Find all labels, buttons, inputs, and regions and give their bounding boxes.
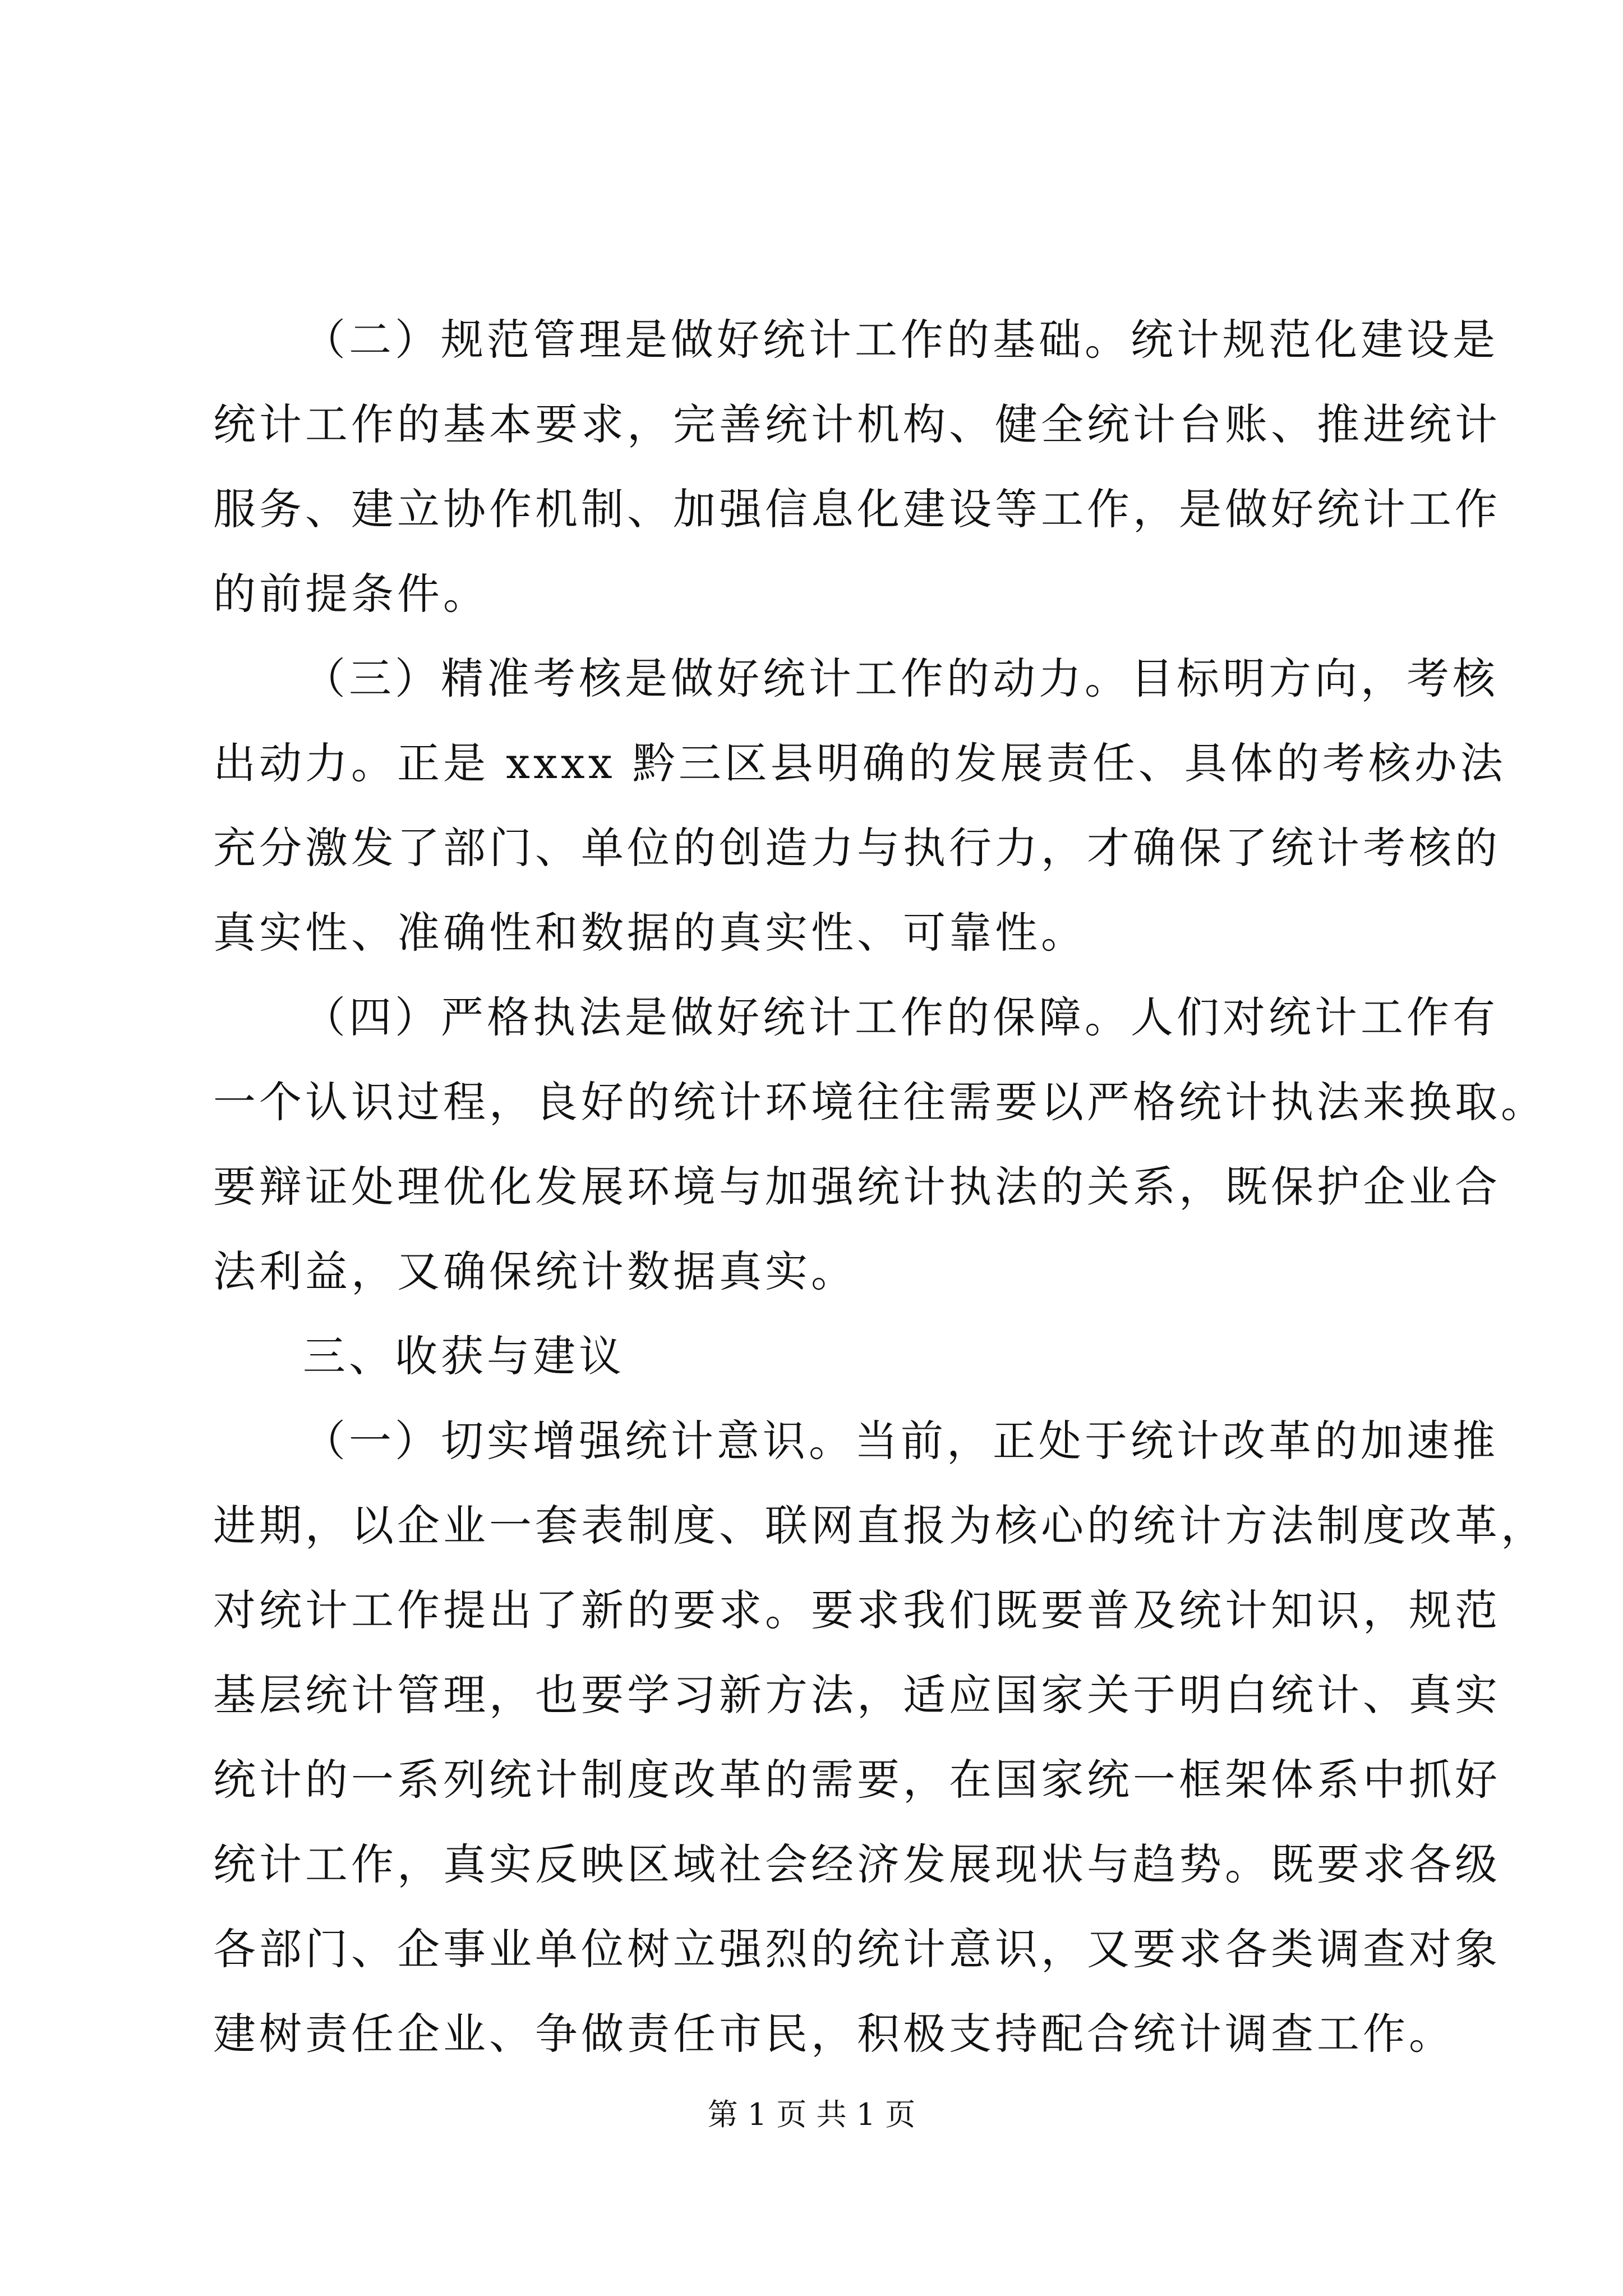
text-line: 要辩证处理优化发展环境与加强统计执法的关系，既保护企业合 <box>213 1162 1501 1212</box>
text-line: 对统计工作提出了新的要求。要求我们既要普及统计知识，规范 <box>213 1585 1501 1635</box>
text-line: 进期，以企业一套表制度、联网直报为核心的统计方法制度改革， <box>213 1501 1547 1550</box>
text-line: （二）规范管理是做好统计工作的基础。统计规范化建设是 <box>303 315 1498 365</box>
text-line: （三）精准考核是做好统计工作的动力。目标明方向，考核 <box>303 654 1498 703</box>
text-line: 各部门、企事业单位树立强烈的统计意识，又要求各类调查对象 <box>213 1924 1501 1974</box>
text-line: （四）严格执法是做好统计工作的保障。人们对统计工作有 <box>303 992 1498 1042</box>
text-line: 真实性、准确性和数据的真实性、可靠性。 <box>213 908 1087 958</box>
text-line: 充分激发了部门、单位的创造力与执行力，才确保了统计考核的 <box>213 823 1501 873</box>
text-line: 的前提条件。 <box>213 569 489 619</box>
text-line: 统计的一系列统计制度改革的需要，在国家统一框架体系中抓好 <box>213 1755 1501 1805</box>
page-footer: 第 1 页 共 1 页 <box>707 2097 916 2132</box>
text-line: 出动力。正是 xxxx 黔三区县明确的发展责任、具体的考核办法 <box>213 738 1506 788</box>
text-line: 基层统计管理，也要学习新方法，适应国家关于明白统计、真实 <box>213 1670 1501 1720</box>
text-line: 统计工作，真实反映区域社会经济发展现状与趋势。既要求各级 <box>213 1839 1501 1889</box>
document-body <box>213 297 1547 2076</box>
text-line: 统计工作的基本要求，完善统计机构、健全统计台账、推进统计 <box>213 399 1501 449</box>
text-line: （一）切实增强统计意识。当前，正处于统计改革的加速推 <box>303 1416 1498 1466</box>
text-line: 法利益，又确保统计数据真实。 <box>213 1246 857 1296</box>
text-line: 服务、建立协作机制、加强信息化建设等工作，是做好统计工作 <box>213 484 1501 534</box>
text-line: 建树责任企业、争做责任市民，积极支持配合统计调查工作。 <box>213 2009 1455 2059</box>
text-line: 三、收获与建议 <box>303 1331 625 1381</box>
text-line: 一个认识过程，良好的统计环境往往需要以严格统计执法来换取。 <box>213 1077 1547 1127</box>
